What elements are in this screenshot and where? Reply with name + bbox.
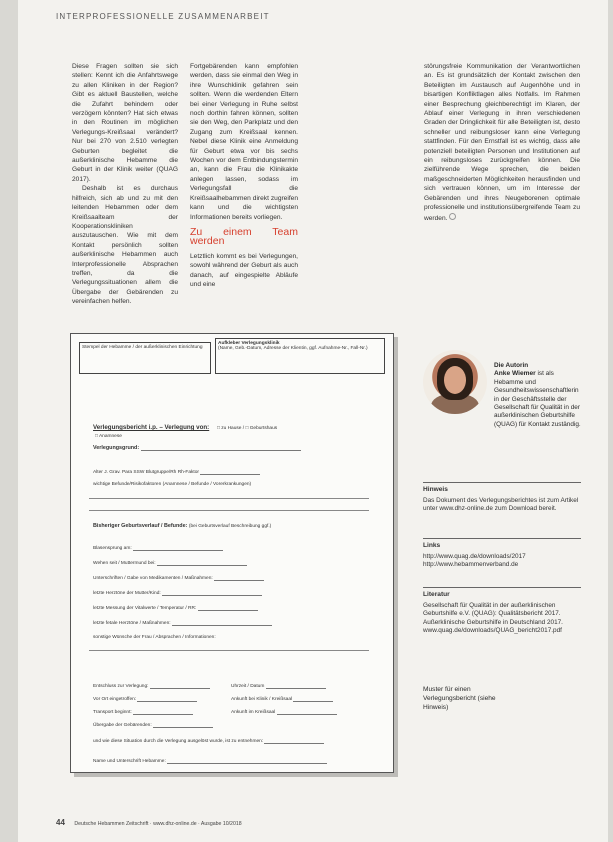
author-bio: [494, 362, 584, 429]
paragraph: Fortgebärenden kann empfohlen werden, dass sie einmal den Weg in ihre Wunschklinik gefahren sein sollten. Wenn die werdenden Eltern bei einer Verlegung in Ruhe selbst noch dorthin fahren können, sollten sie den Weg, den Parkplatz und den Zugang zum Kreißsaal kennen. Nebel diese Klinik eine Anmeldung für Geburt etwa vor bis sechs Wochen vor dem Entbindungstermin an, kann die Frau die Klinikakte anlegen lassen, sodass im Verlegungsfall die Kreißsaalhebammen direkt zugreifen kann und die wichtigsten Informationen bereits vorliegen.: [190, 63, 298, 221]
paragraph: störungsfreie Kommunikation der Verantwortlichen an. Es ist grundsätzlich der Kontakt zwischen den Beteiligten im Austausch auf Augenhöhe und in bisartigen Konfliktlagen alles Notfalls. Im Rahmen einer Besprechung gleichberechtigt im Klaren, der Ablauf einer Verlegung in ihren verschiedenen Graden der Dringlichkeit für alle Beteiligten ist, desto schneller und reibungsloser kann eine Verlegung stattfinden. Für den Ernstfall ist es wichtig, dass alle potenziell beteiligten Personen und Institutionen auf ein reibungsloses zurückgreifen können. Die zielführende Wege sprechen, die beiden maßgeschneiderten Möglichkeiten herausfinden und sich vertrauen können, um im Interesse der Gebärenden und ihres Neugeborenen optimale professionelle und institutionsübergreifende Team zu werden.: [424, 63, 580, 222]
paragraph: Letztlich kommt es bei Verlegungen, sowohl während der Geburt als auch danach, auf eingespielte Abläufe und eine: [190, 252, 298, 288]
form-field: Übergabe der Gebärenden:: [93, 722, 213, 728]
column-2: [190, 62, 298, 289]
form-field: letzte Messung der Vitalwerte / Temperatur / RR:: [93, 605, 258, 611]
form-field: Transport beginnt:: [93, 709, 193, 715]
form-field: Vor Ort eingetroffen:: [93, 696, 197, 702]
hinweis-box: [423, 482, 581, 514]
form-field: Uhrzeit / Datum: [231, 683, 326, 689]
hinweis-label: Hinweis: [423, 486, 448, 493]
form-field: letzte fetale Herztöne / Maßnahmen:: [93, 620, 272, 626]
literature-text: Gesellschaft für Qualität in der außerklinischen Geburtshilfe e.V. (QUAG): Qualitätsbericht 2017. Außerklinische Geburtshilfe in Deutschland 2017. www.quag.de/downloads/QUAG_bericht2017.pdf: [423, 601, 563, 635]
paragraph: Deshalb ist es durchaus hilfreich, sich ab und zu mit den leitenden Hebammen oder dem Kreißsaalteam der Kooperationskliniken auszutauschen. Wie mit dem Kontakt persönlich sollten außerklinische Hebammen auch Interprofessionelle Absprachen treffen, da die Verlegungssituationen allem die Übergabe der Gebärenden zu vereinfachen helfen.: [72, 185, 178, 306]
form-field: Ankunft bei Klinik / Kreißsaal: [231, 696, 333, 702]
stamp-box: Stempel der Hebamme / der außerklinischen Einrichtung: [79, 342, 211, 374]
author-label: Die Autorin: [494, 362, 529, 369]
form-course: Bisheriger Geburtsverlauf / Befunde: (bei Geburtsverlauf Beschreibung ggf.): [93, 523, 272, 529]
form-vitals: Alter J. Grav. Para SSW Blutgruppe/Rh Rh-Faktor: [93, 469, 260, 475]
form-risk: wichtige Befunde/Risikofaktoren (Anamnese / Befunde / Vorerkrankungen): [93, 482, 252, 487]
subheading: Zu einem Team werden: [190, 225, 298, 248]
divider: [89, 650, 369, 651]
column-3: [424, 62, 580, 223]
author-text: ist als Hebamme und Gesundheitswissenschaftlerin in der Geschäftsstelle der Gesellschaft für Qualität in der außerklinischen Geburtshilfe (QUAG) für Kontakt zuständig.: [494, 370, 581, 428]
page-number: 44: [56, 818, 65, 827]
form-field: Wehen seit / Muttermund bei:: [93, 560, 247, 566]
form-signature: Name und Unterschrift Hebamme:: [93, 758, 327, 764]
links-text: http://www.quag.de/downloads/2017 http://www.hebammenverband.de: [423, 552, 526, 569]
links-box: [423, 538, 581, 570]
page-footer: [56, 818, 576, 827]
author-photo: [423, 350, 487, 414]
end-mark-icon: [449, 213, 456, 220]
form-field: Blasensprung am:: [93, 545, 223, 551]
divider: [89, 498, 369, 499]
divider: [89, 510, 369, 511]
links-label: Links: [423, 542, 441, 549]
form-anamnese: □ Anamnese: [95, 434, 122, 439]
label-box: Aufkleber Verlegungsklinik (Name, Geb.-Datum, Adresse der Klientin, ggf. Aufnahme-Nr., Fall-Nr.): [215, 338, 385, 374]
form-field: sonstige Wünsche der Frau / Absprachen / Informationen:: [93, 635, 216, 640]
author-name: Anke Wiemer: [494, 370, 536, 378]
paragraph: Diese Fragen sollten sie sich stellen: Kennt ich die Anfahrtswege zu allen Kliniken in der Region? Gibt es aktuell Baustellen, welche die Zufahrt behindern oder verzögern könnten? Hat sich etwas in den Routinen im möglichen Verlegungs-Kreißsaal verändert? Nur bei 270 von 2.510 verlegten Geburten begleitet die außerklinische Hebamme die Geburt in der Klinik weiter (QUAG 2017).: [72, 63, 178, 183]
figure-caption: Muster für einen Verlegungsbericht (siehe Hinweis): [423, 686, 496, 711]
literature-box: [423, 587, 581, 636]
column-1: [72, 62, 178, 307]
form-field: Unterschriften / Gabe von Medikamenten / Maßnahmen:: [93, 575, 264, 581]
form-field: und wie diese Situation durch die Verlegung ausgelöst wurde, ist zu entnehmen:: [93, 738, 324, 744]
form-field: Ankunft im Kreißsaal: [231, 709, 337, 715]
referral-form: [70, 333, 394, 773]
form-reason: Verlegungsgrund:: [93, 445, 301, 451]
section-header: INTERPROFESSIONELLE ZUSAMMENARBEIT: [56, 12, 270, 21]
literature-label: Literatur: [423, 591, 450, 598]
footer-text: Deutsche Hebammen Zeitschrift · www.dhz-online.de · Ausgabe 10/2018: [74, 821, 242, 827]
form-field: Entschluss zur Verlegung:: [93, 683, 210, 689]
form-field: letzte Herztöne der Mutter/Kind:: [93, 590, 262, 596]
hinweis-text: Das Dokument des Verlegungsberichtes ist zum Artikel unter www.dhz-online.de zum Download bereit.: [423, 496, 579, 513]
form-title: Verlegungsbericht i.p. – Verlegung von: □ zu Hause / □ Geburtshaus: [93, 424, 278, 431]
